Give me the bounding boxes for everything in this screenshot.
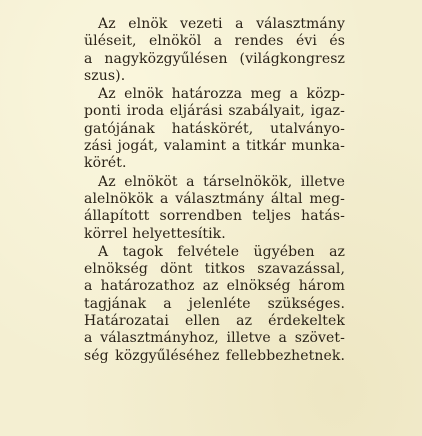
- text-line: a határozathoz az elnökség három: [84, 278, 345, 295]
- text-line: Az elnök határozza meg a közp-: [98, 86, 345, 103]
- text-line: szus).: [84, 67, 126, 84]
- text-line: alelnökök a választmány által meg-: [84, 190, 345, 207]
- paragraph-4: [84, 244, 345, 365]
- text-line: elnökség dönt titkos szavazással,: [84, 261, 345, 278]
- text-line: Határozatai ellen az érdekeltek: [84, 313, 345, 330]
- text-line: ség közgyűléséhez fellebbezhetnek.: [84, 347, 345, 364]
- paragraph-2: [84, 86, 345, 172]
- text-line: Az elnököt a társelnökök, illetve: [98, 173, 345, 190]
- text-line: zási jogát, valamint a titkár munka-: [84, 138, 345, 155]
- text-line: üléseit, elnököl a rendes évi és: [84, 33, 345, 50]
- text-line: gatójának hatáskörét, utalványo-: [84, 120, 345, 137]
- text-line: a nagyközgyűlésen (világkongresz: [84, 50, 345, 67]
- paragraph-1: [84, 16, 345, 85]
- paragraph-3: [84, 174, 345, 243]
- text-line: Az elnök vezeti a választmány: [98, 16, 345, 32]
- text-line: ponti iroda eljárási szabályait, igaz-: [84, 103, 345, 120]
- text-line: körét.: [84, 155, 127, 172]
- text-line: a választmányhoz, illetve a szövet-: [84, 330, 345, 347]
- text-line: körrel helyettesítik.: [84, 225, 226, 242]
- text-line: A tagok felvétele ügyében az: [98, 243, 345, 260]
- text-line: állapított sorrendben teljes hatás-: [84, 208, 345, 225]
- body-text: [84, 16, 345, 366]
- text-line: tagjának a jelenléte szükséges.: [84, 295, 345, 312]
